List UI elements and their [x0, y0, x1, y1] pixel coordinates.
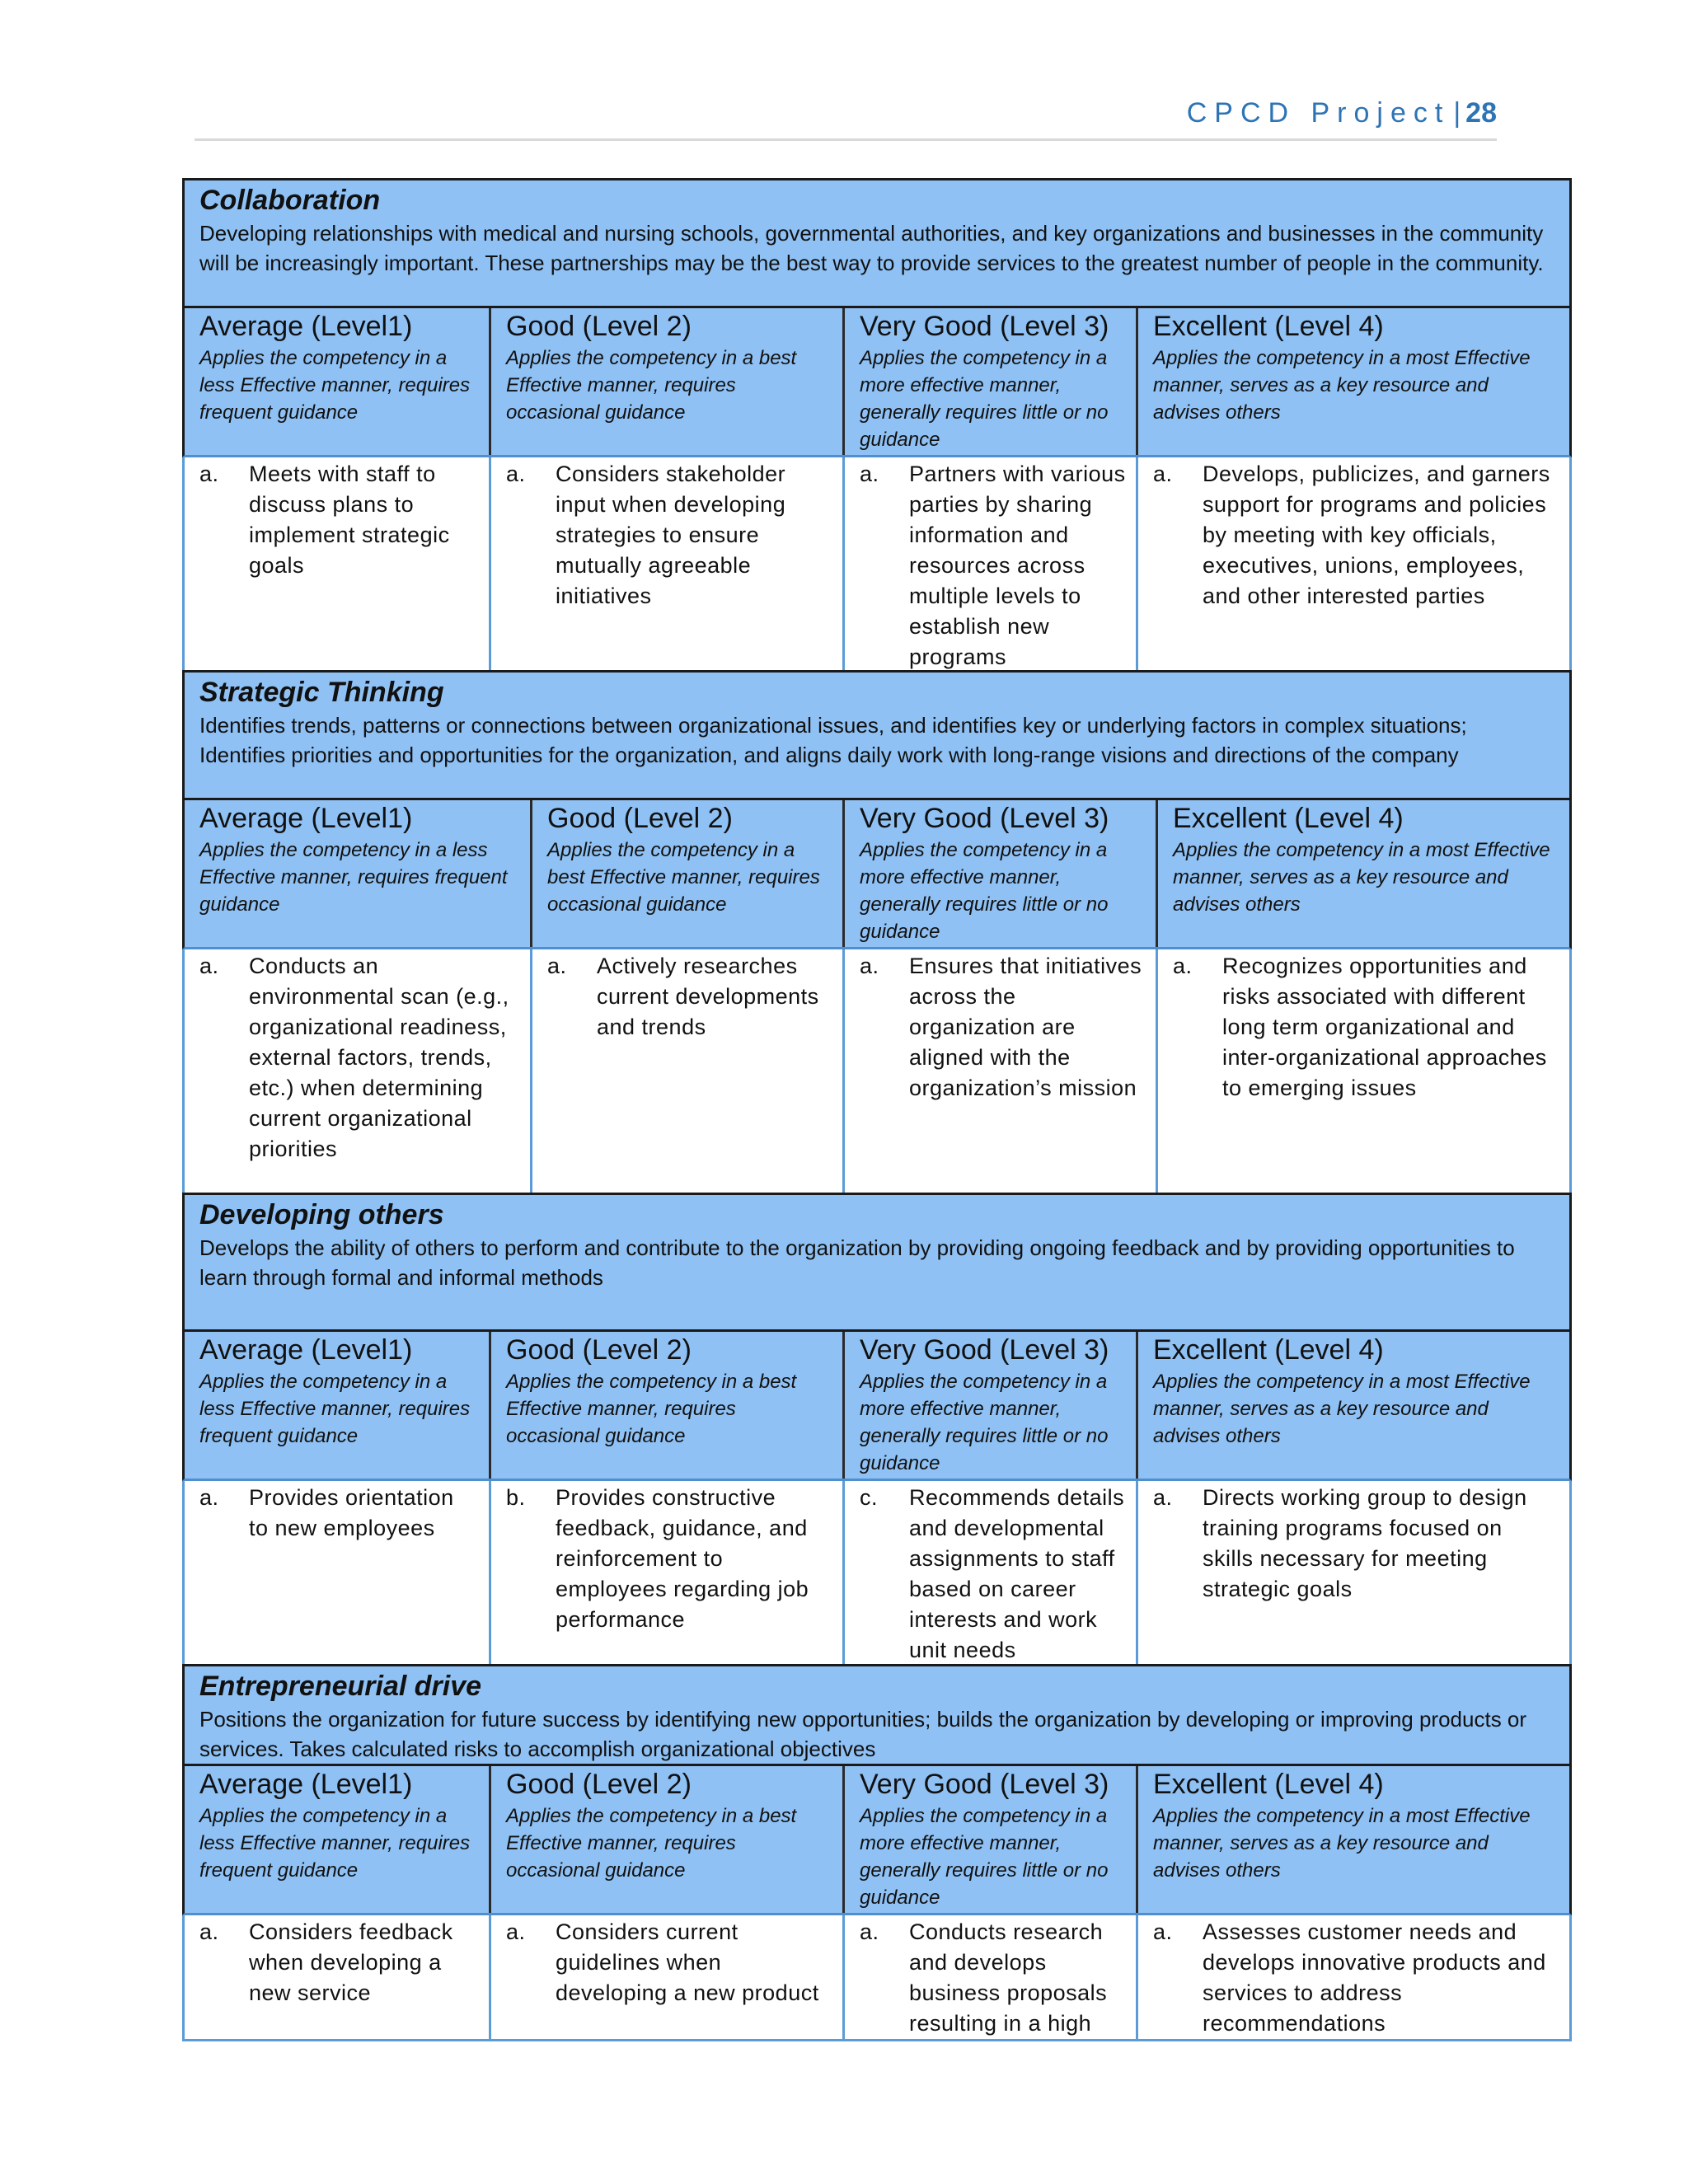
level-title: Excellent (Level 4)	[1173, 803, 1404, 834]
level-description: Applies the competency in a more effective manner, generally requires little or no guidance	[860, 1371, 1109, 1474]
level-description: Applies the competency in a less Effective manner, requires frequent guidance	[199, 839, 508, 916]
section-title: Strategic Thinking	[199, 677, 444, 708]
behavior-text: Develops, publicizes, and garners support for programs and policies by meeting with key officials, executives, unions, employees, and other interested parties	[1203, 462, 1550, 608]
behaviors-row	[182, 457, 1572, 670]
level-title: Average (Level1)	[199, 1334, 413, 1366]
list-marker: a.	[860, 1919, 879, 1944]
behavior-text: Provides constructive feedback, guidance, and reinforcement to employees regarding job performance	[556, 1485, 809, 1632]
section-title: Developing others	[199, 1199, 444, 1230]
level-description: Applies the competency in a less Effective manner, requires frequent guidance	[199, 1371, 471, 1447]
list-marker: a.	[860, 462, 879, 486]
page-header	[0, 97, 1497, 129]
levels-row	[182, 306, 1572, 457]
page-number: 28	[1465, 97, 1497, 129]
level-description: Applies the competency in a more effective manner, generally requires little or no guidance	[860, 1805, 1109, 1909]
level-cell-good	[491, 1766, 845, 1913]
level-title: Very Good (Level 3)	[860, 311, 1109, 342]
header-divider	[195, 138, 1497, 141]
section-description: Develops the ability of others to perform and contribute to the organization by providing ongoing feedback and by providing opportunities to learn through formal and informal methods	[199, 1235, 1515, 1290]
level-title: Good (Level 2)	[547, 803, 733, 834]
behavior-text: Ensures that initiatives across the organization are aligned with the organization’s mission	[909, 954, 1142, 1100]
list-marker: a.	[199, 1485, 219, 1510]
behavior-cell	[532, 949, 845, 1193]
list-marker: a.	[199, 1919, 219, 1944]
level-title: Good (Level 2)	[506, 311, 692, 342]
section-header	[182, 1664, 1572, 1764]
level-cell-good	[491, 308, 845, 455]
behavior-text: Assesses customer needs and develops innovative products and services to address recommendations	[1203, 1919, 1546, 2036]
level-cell-average	[185, 308, 491, 455]
behavior-cell	[185, 949, 532, 1193]
behavior-cell	[845, 1915, 1138, 2039]
behavior-cell	[845, 457, 1138, 670]
level-title: Very Good (Level 3)	[860, 1334, 1109, 1366]
behavior-cell	[491, 1915, 845, 2039]
level-title: Average (Level1)	[199, 1769, 413, 1800]
level-description: Applies the competency in a more effective manner, generally requires little or no guidance	[860, 839, 1109, 943]
level-title: Excellent (Level 4)	[1153, 311, 1384, 342]
list-marker: a.	[199, 462, 219, 486]
level-description: Applies the competency in a less Effective manner, requires frequent guidance	[199, 1805, 471, 1882]
behavior-text: Recommends details and developmental assignments to staff based on career interests and work unit needs	[909, 1485, 1125, 1662]
behavior-text: Considers feedback when developing a new service	[249, 1919, 453, 2005]
list-marker: a.	[1153, 1919, 1173, 1944]
behavior-cell	[1138, 1481, 1569, 1664]
behaviors-row	[182, 1481, 1572, 1664]
behavior-text: Recognizes opportunities and risks associated with different long term organizational and inter-organizational approaches to emerging issues	[1222, 954, 1547, 1100]
level-description: Applies the competency in a most Effective manner, serves as a key resource and advises others	[1153, 1805, 1531, 1882]
levels-row	[182, 1764, 1572, 1915]
level-title: Average (Level1)	[199, 803, 413, 834]
behavior-cell	[845, 949, 1158, 1193]
level-cell-very-good	[845, 800, 1158, 947]
level-cell-excellent	[1138, 1332, 1569, 1479]
level-cell-average	[185, 1766, 491, 1913]
behavior-text: Partners with various parties by sharing information and resources across multiple levels to establish new programs	[909, 462, 1126, 669]
level-title: Good (Level 2)	[506, 1769, 692, 1800]
behavior-cell	[185, 457, 491, 670]
list-marker: b.	[506, 1485, 526, 1510]
behavior-text: Meets with staff to discuss plans to implement strategic goals	[249, 462, 450, 578]
behavior-cell	[185, 1915, 491, 2039]
behavior-text: Conducts an environmental scan (e.g., organizational readiness, external factors, trends, etc.) when determining current organizational priorities	[249, 954, 509, 1161]
level-cell-average	[185, 1332, 491, 1479]
behavior-cell	[1158, 949, 1569, 1193]
level-description: Applies the competency in a most Effective manner, serves as a key resource and advises others	[1153, 347, 1531, 424]
level-cell-very-good	[845, 308, 1138, 455]
level-description: Applies the competency in a best Effective manner, requires occasional guidance	[506, 1805, 797, 1882]
section-title: Collaboration	[199, 185, 381, 216]
level-cell-good	[491, 1332, 845, 1479]
section-description: Identifies trends, patterns or connections between organizational issues, and identifies key or underlying factors in complex situations; Identifies priorities and opportunities for the organization, and aligns daily work with long-range visions and directions of the company	[199, 713, 1467, 767]
behavior-cell	[1138, 1915, 1569, 2039]
list-marker: c.	[860, 1485, 879, 1510]
level-description: Applies the competency in a more effective manner, generally requires little or no guidance	[860, 347, 1109, 451]
list-marker: a.	[860, 954, 879, 978]
section-entrepreneurial-drive	[182, 1664, 1572, 2041]
section-collaboration	[182, 178, 1572, 670]
behavior-cell	[185, 1481, 491, 1664]
behavior-text: Considers current guidelines when developing a new product	[556, 1919, 819, 2005]
section-strategic-thinking	[182, 670, 1572, 1193]
level-title: Very Good (Level 3)	[860, 803, 1109, 834]
section-header	[182, 1193, 1572, 1329]
level-cell-very-good	[845, 1766, 1138, 1913]
level-description: Applies the competency in a most Effective manner, serves as a key resource and advises others	[1173, 839, 1550, 916]
level-title: Very Good (Level 3)	[860, 1769, 1109, 1800]
competency-table	[182, 178, 1572, 2041]
behavior-text: Considers stakeholder input when developing strategies to ensure mutually agreeable initiatives	[556, 462, 786, 608]
behaviors-row	[182, 1915, 1572, 2041]
list-marker: a.	[506, 1919, 526, 1944]
level-description: Applies the competency in a best Effective manner, requires occasional guidance	[547, 839, 820, 916]
level-description: Applies the competency in a best Effective manner, requires occasional guidance	[506, 347, 797, 424]
behavior-cell	[491, 457, 845, 670]
behavior-text: Actively researches current developments and trends	[597, 954, 819, 1039]
level-cell-average	[185, 800, 532, 947]
behavior-text: Conducts research and develops business proposals resulting in a high	[909, 1919, 1108, 2036]
behavior-cell	[845, 1481, 1138, 1664]
list-marker: a.	[1153, 462, 1173, 486]
level-cell-good	[532, 800, 845, 947]
list-marker: a.	[1153, 1485, 1173, 1510]
list-marker: a.	[547, 954, 567, 978]
level-description: Applies the competency in a best Effective manner, requires occasional guidance	[506, 1371, 797, 1447]
behavior-text: Directs working group to design training programs focused on skills necessary for meeting strategic goals	[1203, 1485, 1527, 1601]
level-title: Excellent (Level 4)	[1153, 1769, 1384, 1800]
level-description: Applies the competency in a less Effective manner, requires frequent guidance	[199, 347, 471, 424]
level-cell-excellent	[1158, 800, 1569, 947]
section-header	[182, 670, 1572, 798]
level-title: Excellent (Level 4)	[1153, 1334, 1384, 1366]
level-description: Applies the competency in a most Effective manner, serves as a key resource and advises others	[1153, 1371, 1531, 1447]
section-header	[182, 178, 1572, 306]
level-cell-excellent	[1138, 1766, 1569, 1913]
behavior-cell	[1138, 457, 1569, 670]
levels-row	[182, 1329, 1572, 1481]
level-cell-very-good	[845, 1332, 1138, 1479]
list-marker: a.	[1173, 954, 1193, 978]
project-name: CPCD Project	[1186, 97, 1451, 129]
level-title: Average (Level1)	[199, 311, 413, 342]
level-cell-excellent	[1138, 308, 1569, 455]
section-developing-others	[182, 1193, 1572, 1664]
section-title: Entrepreneurial drive	[199, 1671, 482, 1702]
level-title: Good (Level 2)	[506, 1334, 692, 1366]
behavior-cell	[491, 1481, 845, 1664]
header-separator: |	[1453, 97, 1461, 129]
behavior-text: Provides orientation to new employees	[249, 1485, 454, 1540]
section-description: Developing relationships with medical and nursing schools, governmental authorities, and key organizations and businesses in the community will be increasingly important. These partnerships may be the best way to provide services to the greatest number of people in the community.	[199, 221, 1544, 275]
list-marker: a.	[199, 954, 219, 978]
list-marker: a.	[506, 462, 526, 486]
behaviors-row	[182, 949, 1572, 1193]
levels-row	[182, 798, 1572, 949]
section-description: Positions the organization for future success by identifying new opportunities; builds the organization by developing or improving products or services. Takes calculated risks to accomplish organizational objectives	[199, 1707, 1527, 1761]
